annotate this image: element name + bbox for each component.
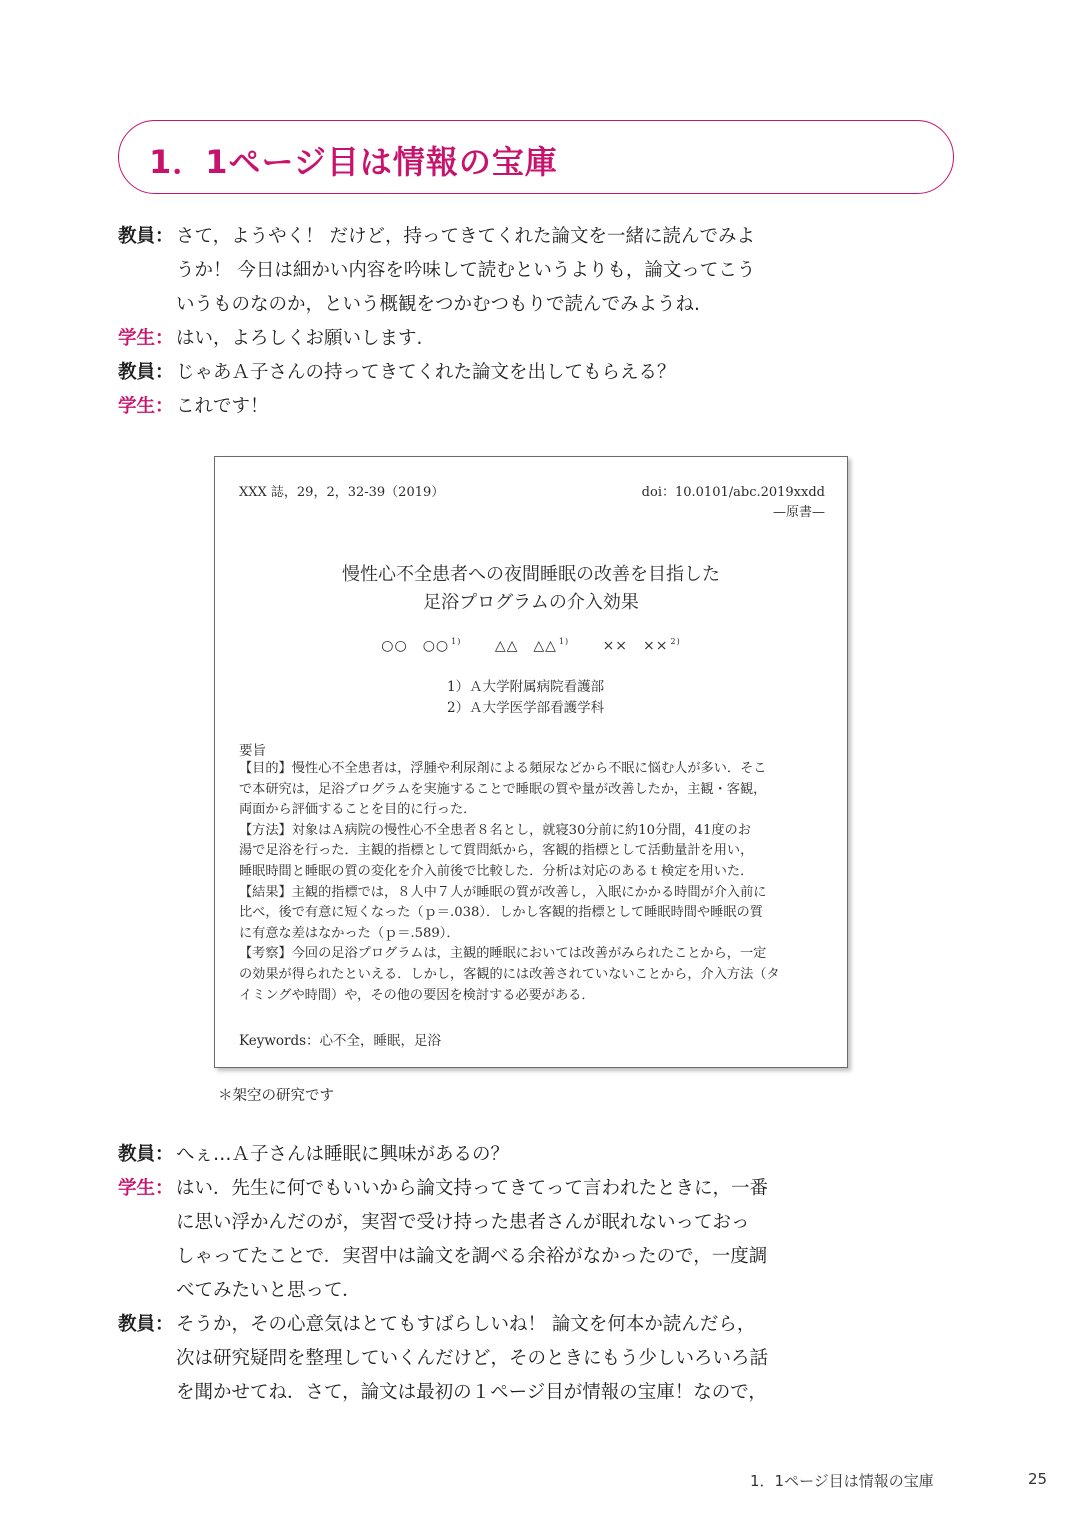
abstract-line: イミングや時間）や，その他の要因を検討する必要がある． [239, 987, 595, 1003]
author-name: ○○ ○○ [381, 638, 450, 654]
dialog-block-1 [118, 220, 798, 424]
speaker-student: 学生： [118, 396, 174, 417]
speaker-teacher: 教員： [118, 226, 174, 247]
dialog-line: はい，よろしくお願いします. [176, 328, 423, 349]
section-heading-box [118, 120, 954, 194]
abstract-line: 【考察】今回の足浴プログラムは，主観的睡眠においては改善がみられたことから，一定 [239, 946, 767, 962]
abstract-line: に有意な差はなかった（ｐ＝.589）． [239, 925, 460, 941]
dialog-turn [118, 1138, 798, 1172]
dialog-line: へぇ…Ａ子さんは睡眠に興味があるの？ [176, 1144, 510, 1165]
dialog-line: これです！ [176, 396, 269, 417]
author-mark: 2) [670, 637, 681, 647]
dialog-line: しゃってたことで．実習中は論文を調べる余裕がなかったので，一度調 [176, 1246, 768, 1267]
section-heading: 1．1ページ目は情報の宝庫 [149, 143, 558, 181]
dialog-turn [118, 1172, 798, 1308]
dialog-line: べてみたいと思って． [176, 1280, 361, 1301]
journal-citation: XXX 誌，29，2，32-39（2019） [239, 485, 445, 500]
abstract-line: 湯で足浴を行った．主観的指標として質問紙から，客観的指標として活動量計を用い， [239, 843, 754, 859]
abstract-line: 睡眠時間と睡眠の質の変化を介入前後で比較した．分析は対応のあるｔ検定を用いた． [239, 863, 754, 879]
author-mark: 1) [451, 637, 462, 647]
abstract-line: 両面から評価することを目的に行った． [239, 802, 477, 818]
dialog-block-2 [118, 1138, 798, 1410]
abstract-line: 【目的】慢性心不全患者は，浮腫や利尿剤による頻尿などから不眠に悩む人が多い．そこ [239, 761, 767, 776]
dialog-line: いうものなのか，という概観をつかむつもりで読んでみようね. [176, 294, 700, 315]
figure-caption: ＊架空の研究です [218, 1088, 334, 1104]
abstract-line: の効果が得られたといえる．しかし，客観的には改善されていないことから，介入方法（タ [239, 966, 780, 982]
paper-authors [215, 635, 847, 655]
dialog-line: 次は研究疑問を整理していくんだけど，そのときにもう少しいろいろ話 [176, 1348, 769, 1369]
author-name: △△ △△ [494, 638, 557, 654]
dialog-line: を聞かせてね．さて，論文は最初の１ページ目が情報の宝庫！なので， [176, 1382, 767, 1403]
speaker-student: 学生： [118, 1178, 174, 1199]
speaker-student: 学生： [118, 328, 174, 349]
speaker-teacher: 教員： [118, 1144, 174, 1165]
dialog-line: に思い浮かんだのが，実習で受け持った患者さんが眠れないっておっ [176, 1212, 750, 1233]
doi: doi：10.0101/abc.2019xxdd [641, 485, 825, 500]
dialog-line: うか！ 今日は細かい内容を吟味して読むというよりも，論文ってこう [176, 260, 756, 281]
abstract-line: 【結果】主観的指標では，８人中７人が睡眠の質が改善し，入眠にかかる時間が介入前に [239, 884, 767, 900]
dialog-turn [118, 220, 798, 322]
abstract-line: で本研究は，足浴プログラムを実施することで睡眠の質や量が改善したか，主観・客観， [239, 781, 767, 797]
abstract-line: 比べ，後で有意に短くなった（ｐ＝.038）．しかし客観的指標として睡眠時間や睡眠の質 [239, 905, 763, 921]
dialog-line: そうか，その心意気はとてもすばらしいね！ 論文を何本か読んだら， [176, 1314, 756, 1335]
author-name: ×× ×× [602, 638, 669, 654]
dialog-turn [118, 356, 798, 390]
abstract-heading: 要旨 [239, 743, 266, 759]
dialog-turn [118, 322, 798, 356]
article-type: —原書— [772, 505, 825, 520]
paper-keywords: Keywords：心不全，睡眠，足浴 [239, 1033, 442, 1049]
abstract-body [239, 759, 829, 1006]
paper-affiliations: 1）Ａ大学附属病院看護部 2）Ａ大学医学部看護学科 [447, 679, 605, 716]
paper-title: 慢性心不全患者への夜間睡眠の改善を目指した 足浴プログラムの介入効果 [342, 564, 720, 613]
dialog-turn [118, 390, 798, 424]
dialog-line: じゃあＡ子さんの持ってきてくれた論文を出してもらえる？ [176, 362, 676, 383]
dialog-turn [118, 1308, 798, 1410]
dialog-line: さて，ようやく！ だけど，持ってきてくれた論文を一緒に読んでみよ [176, 226, 756, 247]
dialog-line: はい．先生に何でもいいから論文持ってきてって言われたときに，一番 [176, 1178, 769, 1199]
speaker-teacher: 教員： [118, 362, 174, 383]
paper-abstract-figure [214, 456, 848, 1068]
page-number: 25 [1028, 1470, 1048, 1488]
author-mark: 1) [558, 637, 570, 647]
speaker-teacher: 教員： [118, 1314, 174, 1335]
running-footer-title: 1．1ページ目は情報の宝庫 [750, 1472, 934, 1490]
abstract-line: 【方法】対象はＡ病院の慢性心不全患者８名とし，就寝30分前に約10分間，41度のお [239, 822, 751, 838]
